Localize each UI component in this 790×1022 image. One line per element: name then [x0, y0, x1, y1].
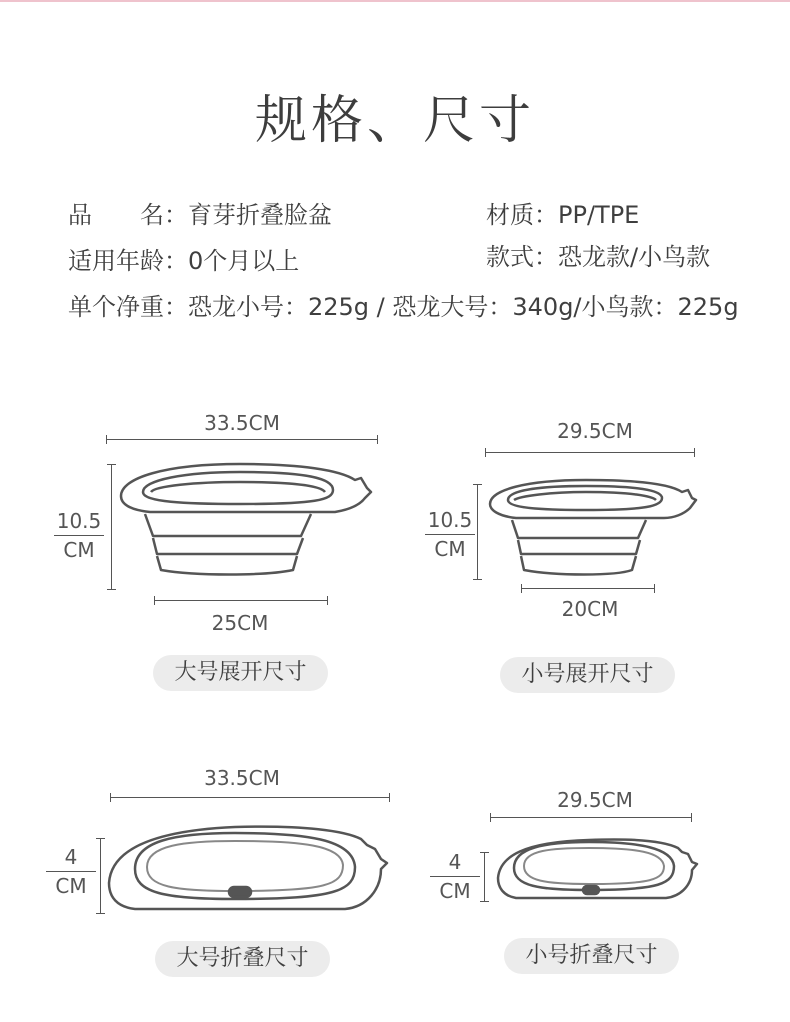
- large-expanded-width-line: [106, 439, 378, 440]
- spec-name: 品 名：育芽折叠脸盆: [68, 201, 332, 229]
- small-folded-width-label: 29.5CM: [557, 788, 633, 812]
- small-expanded-height-label: [425, 508, 475, 561]
- height-unit: CM: [434, 537, 466, 561]
- height-value: 10.5: [54, 509, 104, 536]
- large-folded-basin-illustration: [105, 823, 390, 915]
- small-folded-basin-illustration: [494, 836, 699, 902]
- height-value: 4: [430, 850, 480, 877]
- large-expanded-height-label: [54, 509, 104, 562]
- large-expanded-width-label: 33.5CM: [204, 411, 280, 435]
- height-unit: CM: [55, 874, 87, 898]
- large-folded-width-label: 33.5CM: [204, 766, 280, 790]
- height-value: 10.5: [425, 508, 475, 535]
- spec-weight: 单个净重：恐龙小号：225g / 恐龙大号：340g/小鸟款：225g: [68, 293, 739, 321]
- small-expanded-height-line: [477, 484, 478, 580]
- large-expanded-basin-illustration: [115, 458, 375, 586]
- small-expanded-width-line: [485, 452, 695, 453]
- height-unit: CM: [439, 879, 471, 903]
- spec-material: 材质：PP/TPE: [486, 201, 640, 229]
- small-folded-height-line: [484, 852, 485, 902]
- large-folded-height-label: [46, 845, 96, 898]
- page-title: 规格、尺寸: [254, 91, 535, 151]
- small-expanded-base-label: 20CM: [561, 597, 619, 621]
- large-expanded-tag: 大号展开尺寸: [153, 655, 328, 691]
- small-expanded-width-label: 29.5CM: [557, 419, 633, 443]
- small-folded-height-label: [430, 850, 480, 903]
- small-expanded-basin-illustration: [486, 476, 698, 580]
- height-unit: CM: [63, 538, 95, 562]
- large-folded-width-line: [110, 797, 390, 798]
- spec-age: 适用年龄：0个月以上: [68, 247, 300, 275]
- small-expanded-base-line: [521, 588, 655, 589]
- small-folded-width-line: [490, 817, 692, 818]
- large-expanded-base-label: 25CM: [211, 611, 269, 635]
- small-expanded-tag: 小号展开尺寸: [500, 657, 675, 693]
- large-expanded-height-line: [111, 464, 112, 590]
- height-value: 4: [46, 845, 96, 872]
- large-folded-tag: 大号折叠尺寸: [155, 941, 330, 977]
- small-folded-tag: 小号折叠尺寸: [504, 938, 679, 974]
- large-folded-height-line: [100, 838, 101, 914]
- top-accent-line: [0, 0, 790, 2]
- large-expanded-base-line: [154, 600, 328, 601]
- spec-style: 款式：恐龙款/小鸟款: [486, 243, 711, 271]
